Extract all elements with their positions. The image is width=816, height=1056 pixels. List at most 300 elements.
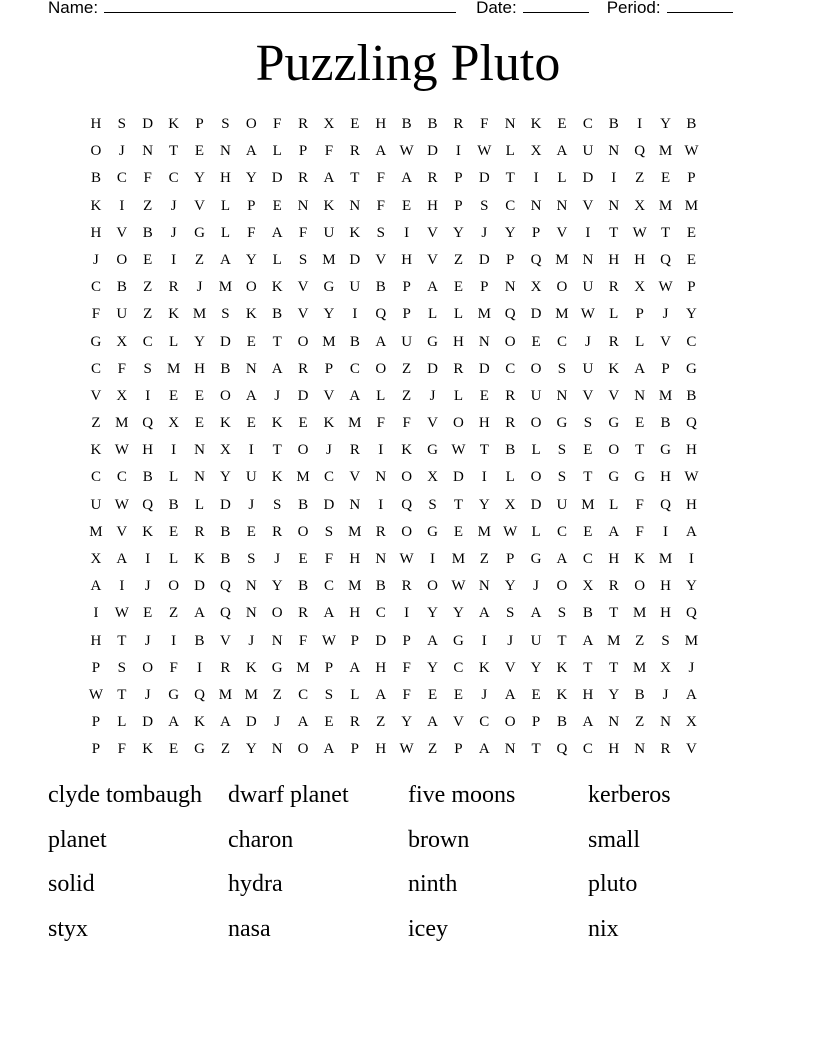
grid-letter[interactable]: H (349, 605, 361, 622)
grid-letter[interactable]: U (530, 387, 542, 404)
grid-letter[interactable]: D (452, 469, 464, 486)
grid-letter[interactable]: T (272, 333, 282, 350)
grid-letter[interactable]: N (142, 143, 154, 160)
grid-letter[interactable]: I (197, 659, 202, 676)
grid-letter[interactable]: E (298, 415, 308, 432)
grid-letter[interactable]: R (298, 360, 309, 377)
grid-letter[interactable]: U (245, 469, 257, 486)
grid-letter[interactable]: K (194, 714, 205, 731)
grid-letter[interactable]: H (90, 632, 102, 649)
grid-letter[interactable]: X (634, 279, 646, 296)
grid-letter[interactable]: N (634, 387, 646, 404)
grid-letter[interactable]: B (142, 469, 153, 486)
grid-letter[interactable]: W (451, 578, 466, 595)
grid-letter[interactable]: U (323, 224, 335, 241)
grid-letter[interactable]: R (168, 279, 179, 296)
grid-letter[interactable]: Y (427, 659, 438, 676)
grid-letter[interactable]: E (402, 197, 412, 214)
grid-letter[interactable]: F (402, 659, 411, 676)
grid-letter[interactable]: E (246, 523, 256, 540)
grid-letter[interactable]: I (533, 170, 539, 187)
grid-letter[interactable]: E (350, 116, 360, 132)
grid-letter[interactable]: B (505, 442, 516, 459)
grid-letter[interactable]: N (504, 741, 516, 758)
grid-letter[interactable]: Q (194, 686, 205, 703)
grid-letter[interactable]: O (168, 578, 180, 595)
grid-letter[interactable]: N (478, 578, 490, 595)
grid-letter[interactable]: Y (686, 578, 697, 595)
grid-letter[interactable]: M (166, 360, 181, 377)
grid-letter[interactable]: O (375, 360, 387, 377)
grid-letter[interactable]: M (244, 686, 258, 703)
grid-letter[interactable]: W (399, 551, 414, 567)
grid-letter[interactable]: I (404, 224, 410, 241)
grid-letter[interactable]: I (352, 306, 358, 323)
grid-letter[interactable]: T (635, 442, 645, 459)
grid-letter[interactable]: O (556, 279, 568, 296)
grid-letter[interactable]: P (324, 360, 334, 377)
grid-letter[interactable]: A (349, 659, 361, 676)
grid-letter[interactable]: U (116, 306, 128, 323)
grid-letter[interactable]: V (582, 387, 594, 404)
grid-letter[interactable]: F (376, 197, 385, 214)
grid-letter[interactable]: S (376, 224, 385, 241)
grid-letter[interactable]: W (503, 523, 518, 540)
grid-letter[interactable]: M (348, 523, 362, 540)
grid-letter[interactable]: T (117, 686, 127, 703)
grid-letter[interactable]: D (219, 333, 231, 350)
grid-letter[interactable]: K (142, 741, 154, 758)
grid-letter[interactable]: X (323, 116, 335, 132)
grid-letter[interactable]: E (531, 333, 541, 350)
grid-letter[interactable]: X (90, 551, 102, 567)
grid-letter[interactable]: D (427, 143, 438, 160)
grid-letter[interactable]: A (686, 523, 697, 540)
grid-letter[interactable]: Q (556, 741, 568, 758)
grid-letter[interactable]: C (556, 333, 567, 350)
grid-letter[interactable]: V (90, 387, 102, 404)
grid-letter[interactable]: J (429, 387, 436, 404)
grid-letter[interactable]: M (296, 659, 310, 676)
grid-letter[interactable]: B (582, 605, 593, 622)
grid-letter[interactable]: J (481, 224, 488, 241)
grid-letter[interactable]: Z (376, 714, 386, 731)
grid-letter[interactable]: K (323, 197, 335, 214)
grid-letter[interactable]: K (142, 523, 154, 540)
grid-letter[interactable]: W (580, 306, 595, 323)
grid-letter[interactable]: H (375, 741, 387, 758)
grid-letter[interactable]: M (296, 469, 310, 486)
grid-letter[interactable]: C (686, 333, 697, 350)
grid-letter[interactable]: P (350, 632, 360, 649)
grid-letter[interactable]: B (375, 279, 386, 296)
grid-letter[interactable]: O (530, 360, 542, 377)
grid-letter[interactable]: V (323, 387, 335, 404)
grid-letter[interactable]: A (556, 551, 568, 567)
grid-letter[interactable]: E (531, 686, 541, 703)
grid-letter[interactable]: T (609, 605, 619, 622)
grid-letter[interactable]: V (427, 224, 438, 241)
name-field[interactable] (104, 0, 456, 13)
grid-letter[interactable]: C (479, 714, 490, 731)
grid-letter[interactable]: N (245, 360, 257, 377)
grid-letter[interactable]: I (119, 578, 125, 595)
grid-letter[interactable]: N (271, 632, 283, 649)
grid-letter[interactable]: P (402, 279, 411, 296)
grid-letter[interactable]: K (556, 659, 568, 676)
grid-letter[interactable]: U (582, 143, 594, 160)
grid-letter[interactable]: L (350, 686, 360, 703)
grid-letter[interactable]: N (349, 197, 361, 214)
grid-letter[interactable]: O (530, 469, 542, 486)
grid-letter[interactable]: O (297, 442, 309, 459)
grid-letter[interactable]: R (220, 659, 231, 676)
grid-letter[interactable]: D (323, 496, 335, 513)
grid-letter[interactable]: N (556, 197, 568, 214)
grid-letter[interactable]: H (660, 605, 671, 622)
grid-letter[interactable]: Z (453, 251, 463, 268)
grid-letter[interactable]: W (684, 469, 699, 486)
grid-letter[interactable]: E (169, 523, 179, 540)
grid-letter[interactable]: A (375, 143, 387, 160)
grid-letter[interactable]: N (530, 197, 542, 214)
grid-letter[interactable]: P (195, 116, 204, 132)
grid-letter[interactable]: K (634, 551, 646, 567)
grid-letter[interactable]: A (530, 605, 542, 622)
grid-letter[interactable]: N (219, 143, 231, 160)
grid-letter[interactable]: B (686, 387, 697, 404)
grid-letter[interactable]: S (143, 360, 152, 377)
grid-letter[interactable]: X (660, 659, 671, 676)
grid-letter[interactable]: C (298, 686, 309, 703)
grid-letter[interactable]: W (399, 741, 414, 758)
grid-letter[interactable]: N (194, 442, 205, 459)
grid-letter[interactable]: J (118, 143, 125, 160)
grid-letter[interactable]: N (375, 551, 387, 567)
grid-letter[interactable]: V (349, 469, 361, 486)
grid-letter[interactable]: T (505, 170, 515, 187)
grid-letter[interactable]: V (427, 415, 438, 432)
grid-letter[interactable]: V (116, 224, 128, 241)
grid-letter[interactable]: A (375, 686, 387, 703)
grid-letter[interactable]: B (298, 496, 309, 513)
grid-letter[interactable]: M (348, 578, 362, 595)
grid-letter[interactable]: B (401, 116, 412, 132)
grid-letter[interactable]: W (658, 279, 673, 296)
grid-letter[interactable]: U (582, 279, 594, 296)
grid-letter[interactable]: S (557, 469, 567, 486)
grid-letter[interactable]: B (608, 116, 619, 132)
grid-letter[interactable]: L (220, 224, 230, 241)
grid-letter[interactable]: K (168, 306, 180, 323)
grid-letter[interactable]: A (375, 333, 387, 350)
grid-letter[interactable]: F (324, 551, 334, 567)
grid-letter[interactable]: D (219, 496, 231, 513)
grid-letter[interactable]: B (194, 632, 205, 649)
grid-letter[interactable]: I (171, 632, 177, 649)
grid-letter[interactable]: Q (660, 496, 671, 513)
grid-letter[interactable]: P (247, 197, 256, 214)
grid-letter[interactable]: D (297, 387, 309, 404)
grid-letter[interactable]: S (247, 551, 256, 567)
grid-letter[interactable]: Y (478, 496, 490, 513)
grid-letter[interactable]: E (453, 686, 463, 703)
grid-letter[interactable]: A (401, 170, 413, 187)
grid-letter[interactable]: K (349, 224, 361, 241)
grid-letter[interactable]: J (326, 442, 332, 459)
grid-letter[interactable]: C (349, 360, 360, 377)
grid-letter[interactable]: V (116, 523, 128, 540)
grid-letter[interactable]: X (219, 442, 231, 459)
grid-letter[interactable]: G (323, 279, 335, 296)
grid-letter[interactable]: R (608, 578, 619, 595)
grid-letter[interactable]: T (609, 659, 619, 676)
grid-letter[interactable]: O (634, 578, 646, 595)
grid-letter[interactable]: D (142, 116, 154, 132)
grid-letter[interactable]: H (349, 551, 361, 567)
grid-letter[interactable]: C (168, 170, 179, 187)
grid-letter[interactable]: B (220, 360, 231, 377)
grid-letter[interactable]: G (556, 415, 568, 432)
grid-letter[interactable]: O (142, 659, 154, 676)
grid-letter[interactable]: F (91, 306, 101, 323)
grid-letter[interactable]: Q (219, 605, 231, 622)
grid-letter[interactable]: Y (271, 578, 283, 595)
grid-letter[interactable]: O (504, 333, 516, 350)
grid-letter[interactable]: W (399, 143, 414, 160)
grid-letter[interactable]: K (323, 415, 335, 432)
grid-letter[interactable]: S (273, 496, 282, 513)
grid-letter[interactable]: W (114, 442, 129, 459)
grid-letter[interactable]: B (220, 523, 231, 540)
grid-letter[interactable]: G (427, 442, 438, 459)
grid-letter[interactable]: D (530, 306, 542, 323)
grid-letter[interactable]: E (583, 442, 593, 459)
grid-letter[interactable]: F (324, 143, 334, 160)
date-field[interactable] (523, 0, 589, 13)
grid-letter[interactable]: I (611, 170, 617, 187)
grid-letter[interactable]: T (453, 496, 463, 513)
grid-letter[interactable]: U (401, 333, 413, 350)
grid-letter[interactable]: X (504, 496, 516, 513)
grid-letter[interactable]: E (686, 224, 697, 241)
grid-letter[interactable]: Q (686, 605, 697, 622)
grid-letter[interactable]: M (555, 306, 569, 323)
grid-letter[interactable]: G (452, 632, 464, 649)
grid-letter[interactable]: C (90, 279, 101, 296)
grid-letter[interactable]: M (632, 659, 647, 676)
grid-letter[interactable]: D (271, 170, 283, 187)
grid-letter[interactable]: H (478, 415, 490, 432)
grid-letter[interactable]: T (557, 632, 567, 649)
grid-letter[interactable]: B (298, 578, 309, 595)
grid-letter[interactable]: L (194, 496, 205, 513)
grid-letter[interactable]: E (194, 143, 205, 160)
grid-letter[interactable]: G (427, 333, 438, 350)
grid-letter[interactable]: M (684, 197, 699, 214)
grid-letter[interactable]: B (349, 333, 360, 350)
grid-letter[interactable]: J (662, 306, 669, 323)
grid-letter[interactable]: L (453, 387, 463, 404)
grid-letter[interactable]: J (144, 578, 151, 595)
grid-letter[interactable]: C (116, 170, 127, 187)
grid-letter[interactable]: O (297, 333, 309, 350)
grid-letter[interactable]: O (452, 415, 464, 432)
grid-letter[interactable]: I (248, 442, 254, 459)
grid-letter[interactable]: N (478, 333, 490, 350)
grid-letter[interactable]: E (427, 686, 438, 703)
grid-letter[interactable]: H (90, 116, 102, 132)
grid-letter[interactable]: B (686, 116, 697, 132)
grid-letter[interactable]: Y (401, 714, 413, 731)
grid-letter[interactable]: K (90, 442, 102, 459)
grid-letter[interactable]: A (219, 251, 231, 268)
grid-letter[interactable]: R (505, 387, 516, 404)
grid-letter[interactable]: G (194, 741, 205, 758)
grid-letter[interactable]: H (686, 442, 697, 459)
grid-letter[interactable]: S (583, 415, 593, 432)
grid-letter[interactable]: M (632, 605, 647, 622)
grid-letter[interactable]: A (556, 143, 568, 160)
grid-letter[interactable]: L (557, 170, 567, 187)
grid-letter[interactable]: T (660, 224, 671, 241)
grid-letter[interactable]: Q (660, 251, 671, 268)
grid-letter[interactable]: J (144, 632, 151, 649)
grid-letter[interactable]: R (453, 116, 464, 132)
grid-letter[interactable]: T (350, 170, 360, 187)
grid-letter[interactable]: Z (143, 279, 153, 296)
grid-letter[interactable]: N (245, 578, 257, 595)
grid-letter[interactable]: H (608, 251, 620, 268)
grid-letter[interactable]: Y (660, 116, 671, 132)
grid-letter[interactable]: A (219, 714, 231, 731)
grid-letter[interactable]: A (349, 387, 361, 404)
grid-letter[interactable]: K (608, 360, 620, 377)
grid-letter[interactable]: N (608, 714, 620, 731)
grid-letter[interactable]: W (114, 605, 129, 622)
grid-letter[interactable]: L (427, 306, 438, 323)
grid-letter[interactable]: O (245, 116, 257, 132)
grid-letter[interactable]: F (247, 224, 256, 241)
grid-letter[interactable]: U (530, 632, 542, 649)
grid-letter[interactable]: K (530, 116, 542, 132)
grid-letter[interactable]: K (219, 415, 231, 432)
grid-letter[interactable]: A (634, 360, 646, 377)
grid-letter[interactable]: R (453, 360, 464, 377)
grid-letter[interactable]: S (298, 251, 308, 268)
grid-letter[interactable]: D (142, 714, 154, 731)
grid-letter[interactable]: L (220, 197, 230, 214)
grid-letter[interactable]: D (349, 251, 361, 268)
grid-letter[interactable]: N (556, 387, 568, 404)
grid-letter[interactable]: O (504, 714, 516, 731)
grid-letter[interactable]: I (145, 551, 151, 567)
grid-letter[interactable]: Y (245, 741, 257, 758)
grid-letter[interactable]: F (480, 116, 489, 132)
grid-letter[interactable]: W (451, 442, 466, 459)
grid-letter[interactable]: E (453, 279, 463, 296)
grid-letter[interactable]: Q (530, 251, 542, 268)
grid-letter[interactable]: Z (635, 632, 645, 649)
grid-letter[interactable]: I (93, 605, 99, 622)
grid-letter[interactable]: H (686, 496, 697, 513)
grid-letter[interactable]: J (533, 578, 539, 595)
grid-letter[interactable]: O (427, 578, 438, 595)
grid-letter[interactable]: H (452, 333, 464, 350)
grid-letter[interactable]: U (349, 279, 361, 296)
grid-letter[interactable]: K (245, 659, 257, 676)
grid-letter[interactable]: M (477, 523, 491, 540)
grid-letter[interactable]: M (451, 551, 466, 567)
grid-letter[interactable]: E (557, 116, 567, 132)
grid-letter[interactable]: O (556, 578, 568, 595)
grid-letter[interactable]: M (658, 143, 673, 160)
grid-letter[interactable]: E (246, 415, 256, 432)
grid-letter[interactable]: Y (530, 659, 542, 676)
grid-letter[interactable]: P (635, 306, 644, 323)
grid-letter[interactable]: S (506, 605, 515, 622)
grid-letter[interactable]: U (90, 496, 102, 513)
grid-letter[interactable]: Y (245, 251, 257, 268)
grid-letter[interactable]: O (297, 741, 309, 758)
grid-letter[interactable]: N (608, 143, 620, 160)
grid-letter[interactable]: H (634, 251, 646, 268)
grid-letter[interactable]: A (271, 360, 283, 377)
grid-letter[interactable]: H (660, 469, 671, 486)
grid-letter[interactable]: J (274, 551, 281, 567)
grid-letter[interactable]: S (117, 116, 126, 132)
grid-letter[interactable]: K (271, 415, 283, 432)
grid-letter[interactable]: L (376, 387, 386, 404)
grid-letter[interactable]: F (402, 415, 411, 432)
grid-letter[interactable]: Y (194, 333, 205, 350)
grid-letter[interactable]: D (375, 632, 387, 649)
grid-letter[interactable]: B (90, 170, 101, 187)
grid-letter[interactable]: P (661, 360, 670, 377)
grid-letter[interactable]: P (480, 279, 489, 296)
grid-letter[interactable]: E (324, 714, 334, 731)
grid-letter[interactable]: Z (220, 741, 230, 758)
grid-letter[interactable]: D (530, 496, 542, 513)
grid-letter[interactable]: W (321, 632, 337, 649)
grid-letter[interactable]: K (271, 469, 283, 486)
grid-letter[interactable]: Y (427, 605, 438, 622)
grid-letter[interactable]: L (169, 551, 179, 567)
grid-letter[interactable]: S (221, 306, 230, 323)
grid-letter[interactable]: E (635, 415, 645, 432)
grid-letter[interactable]: M (192, 306, 207, 323)
grid-letter[interactable]: G (530, 551, 542, 567)
grid-letter[interactable]: M (322, 333, 336, 350)
grid-letter[interactable]: N (504, 116, 516, 132)
grid-letter[interactable]: H (219, 170, 231, 187)
grid-letter[interactable]: C (505, 197, 516, 214)
grid-letter[interactable]: R (349, 143, 360, 160)
grid-letter[interactable]: A (116, 551, 128, 567)
grid-letter[interactable]: T (531, 741, 541, 758)
grid-letter[interactable]: Z (143, 306, 153, 323)
grid-letter[interactable]: F (117, 741, 126, 758)
grid-letter[interactable]: X (530, 279, 542, 296)
grid-letter[interactable]: P (91, 659, 101, 676)
grid-letter[interactable]: V (297, 279, 309, 296)
grid-letter[interactable]: G (686, 360, 697, 377)
grid-letter[interactable]: T (169, 143, 179, 160)
grid-letter[interactable]: J (144, 686, 151, 703)
grid-letter[interactable]: M (607, 632, 621, 649)
grid-letter[interactable]: N (271, 741, 283, 758)
grid-letter[interactable]: I (663, 523, 669, 540)
